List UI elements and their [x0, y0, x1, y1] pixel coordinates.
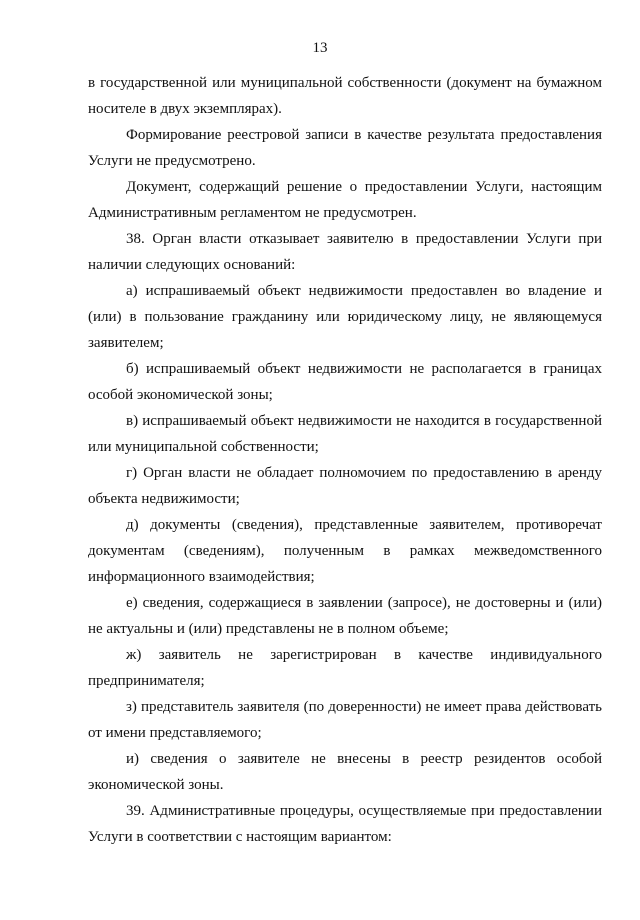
paragraph-decision-document: Документ, содержащий решение о предоставлении Услуги, настоящим Административным регламентом не предусмотрен.	[88, 179, 602, 221]
list-item-v: в) испрашиваемый объект недвижимости не находится в государственной или муниципальной собственности;	[88, 413, 602, 455]
paragraph-38: 38. Орган власти отказывает заявителю в предоставлении Услуги при наличии следующих оснований:	[88, 231, 602, 273]
list-item-zh: ж) заявитель не зарегистрирован в качестве индивидуального предпринимателя;	[88, 647, 602, 689]
list-item-a: а) испрашиваемый объект недвижимости предоставлен во владение и (или) в пользование гражданину или юридическому лицу, не являющемуся заявителем;	[88, 283, 602, 351]
list-item-z: з) представитель заявителя (по доверенности) не имеет права действовать от имени представляемого;	[88, 699, 602, 741]
list-item-g: г) Орган власти не обладает полномочием по предоставлению в аренду объекта недвижимости;	[88, 465, 602, 507]
page-number: 13	[312, 40, 328, 56]
paragraph-39: 39. Административные процедуры, осуществляемые при предоставлении Услуги в соответствии с настоящим вариантом:	[88, 803, 602, 845]
paragraph-continuation: в государственной или муниципальной собственности (документ на бумажном носителе в двух экземплярах).	[88, 75, 602, 117]
list-item-i: и) сведения о заявителе не внесены в реестр резидентов особой экономической зоны.	[88, 751, 602, 793]
list-item-b: б) испрашиваемый объект недвижимости не располагается в границах особой экономической зоны;	[88, 361, 602, 403]
document-body	[88, 70, 602, 850]
list-item-e: е) сведения, содержащиеся в заявлении (запросе), не достоверны и (или) не актуальны и (или) представлены не в полном объеме;	[88, 595, 602, 637]
paragraph-registry-record: Формирование реестровой записи в качестве результата предоставления Услуги не предусмотрено.	[88, 127, 602, 169]
list-item-d: д) документы (сведения), представленные заявителем, противоречат документам (сведениям), полученным в рамках межведомственного информационного взаимодействия;	[88, 517, 602, 585]
